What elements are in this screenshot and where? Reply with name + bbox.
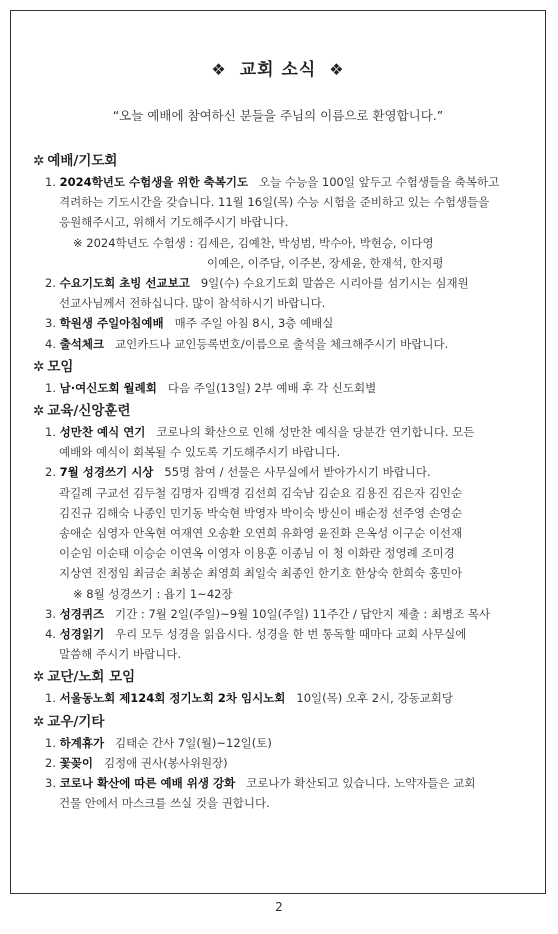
list-item — [33, 604, 543, 624]
list-item — [33, 462, 543, 603]
section-heading — [33, 357, 543, 378]
item-label: 7월 성경쓰기 시상 — [59, 465, 154, 480]
item-text: 교인카드나 교인등록번호/이름으로 출석을 체크해주시기 바랍니다. — [115, 336, 449, 351]
item-number: 3. — [45, 776, 56, 791]
item-label: 출석체크 — [59, 336, 105, 351]
diamond-ornament-icon: ❖ — [329, 60, 345, 79]
item-label: 2024학년도 수험생을 위한 축복기도 — [59, 175, 249, 189]
item-text-continuation: 말씀해 주시기 바랍니다. — [59, 647, 182, 662]
item-number: 1. — [45, 380, 56, 395]
list-item — [33, 313, 543, 333]
section-heading-text: 모임 — [47, 358, 74, 375]
item-label: 꽃꽂이 — [59, 755, 93, 770]
item-text-continuation: 곽길례 구교선 김두철 김명자 김백경 김선희 김숙남 김순요 김용진 김은자 김인순 — [59, 485, 463, 500]
list-item — [33, 172, 543, 273]
star-bullet-icon: ✲ — [33, 713, 45, 730]
item-number: 1. — [45, 691, 56, 706]
item-number: 3. — [45, 606, 56, 621]
section-heading-text: 예배/기도회 — [47, 153, 118, 169]
item-text-continuation: 예배와 예식이 회복될 수 있도록 기도해주시기 바랍니다. — [59, 445, 341, 460]
item-label: 학원생 주일아침예배 — [59, 316, 164, 331]
section-heading-text: 교단/노회 모임 — [47, 669, 136, 686]
item-text-continuation: 이순임 이순태 이승순 이연옥 이영자 이용훈 이종님 이 청 이화란 정영례 조미경 — [59, 546, 455, 561]
item-text: 기간 : 7월 2일(주일)~9월 10일(주일) 11주간 / 답안지 제출 : 최병조 목사 — [115, 606, 491, 621]
list-item — [33, 624, 543, 664]
item-text-continuation: 지상연 진정임 최금순 최봉순 최영희 최일숙 최종인 한기호 한상숙 한희숙 홍민아 — [59, 566, 463, 581]
section-heading — [33, 401, 543, 422]
item-label: 남·여신도회 월례회 — [59, 380, 157, 395]
star-bullet-icon: ✲ — [33, 403, 45, 420]
item-text-continuation: 송애순 심영자 안옥현 여재연 오송환 오연희 유화영 윤진화 은옥성 이구순 이선재 — [59, 526, 463, 541]
item-text: 다음 주일(13일) 2부 예배 후 각 신도회별 — [167, 380, 377, 395]
item-text: 매주 주일 아침 8시, 3층 예배실 — [174, 316, 334, 331]
item-label: 코로나 확산에 따른 예배 위생 강화 — [59, 776, 236, 791]
item-text: 코로나가 확산되고 있습니다. 노약자들은 교회 — [246, 776, 476, 791]
item-text: 우리 모두 성경을 읽읍시다. 성경을 한 번 통독할 때마다 교회 사무실에 — [115, 627, 467, 642]
section-heading — [33, 712, 543, 733]
item-note: ※ 8월 성경쓰기 : 욥기 1~42장 — [73, 586, 233, 601]
item-text: 9일(수) 수요기도회 말씀은 시리아를 섬기시는 심재원 — [200, 276, 469, 291]
item-note-continuation: 이예은, 이주담, 이주본, 장세윤, 한재석, 한지평 — [207, 255, 444, 270]
item-text-continuation: 선교사님께서 전하십니다. 많이 참석하시기 바랍니다. — [59, 296, 326, 311]
item-number: 3. — [45, 316, 56, 331]
section-heading — [33, 151, 543, 172]
item-label: 성만찬 예식 연기 — [59, 425, 146, 440]
list-item — [33, 422, 543, 462]
item-text: 10일(목) 오후 2시, 강동교회당 — [296, 691, 454, 706]
list-item — [33, 334, 543, 354]
item-text: 코로나의 확산으로 인해 성만찬 예식을 당분간 연기합니다. 모든 — [156, 425, 475, 440]
list-item — [33, 773, 543, 813]
list-item — [33, 753, 543, 773]
item-label: 수요기도회 초빙 선교보고 — [59, 276, 190, 291]
section-heading-text: 교육/신앙훈련 — [47, 403, 131, 420]
item-number: 1. — [45, 735, 56, 750]
diamond-ornament-icon: ❖ — [211, 60, 227, 79]
star-bullet-icon: ✲ — [33, 358, 45, 375]
list-item — [33, 688, 543, 708]
item-text: 오늘 수능을 100일 앞두고 수험생들을 축복하고 — [259, 175, 500, 189]
item-number: 1. — [45, 175, 56, 189]
star-bullet-icon: ✲ — [33, 669, 45, 686]
page-number: 2 — [275, 900, 283, 914]
item-text: 55명 참여 / 선물은 사무실에서 받아가시기 바랍니다. — [164, 465, 431, 480]
section-heading — [33, 667, 543, 688]
item-note: ※ 2024학년도 수험생 : 김세은, 김예찬, 박성범, 박수아, 박현승, 이다영 — [73, 235, 434, 250]
star-bullet-icon: ✲ — [33, 153, 45, 169]
list-item — [33, 733, 543, 753]
item-number: 2. — [45, 465, 56, 480]
item-number: 4. — [45, 336, 56, 351]
item-label: 하계휴가 — [59, 735, 105, 750]
item-number: 2. — [45, 755, 56, 770]
item-number: 2. — [45, 276, 56, 291]
item-text-continuation: 격려하는 기도시간을 갖습니다. 11월 16일(목) 수능 시험을 준비하고 있는 수험생들을 — [59, 195, 490, 210]
list-item — [33, 273, 543, 313]
item-number: 1. — [45, 425, 56, 440]
item-label: 성경퀴즈 — [59, 606, 105, 621]
item-label: 성경읽기 — [59, 627, 105, 642]
welcome-quote: “오늘 예배에 참여하신 분들을 주님의 이름으로 환영합니다.” — [112, 108, 444, 123]
item-label: 서울동노회 제124회 정기노회 2차 임시노회 — [59, 691, 286, 706]
title-text: 교회 소식 — [239, 60, 317, 80]
item-text: 김태순 간사 7일(월)~12일(토) — [115, 735, 272, 750]
page-title — [11, 55, 545, 80]
news-content — [33, 151, 543, 816]
section-heading-text: 교우/기타 — [47, 713, 105, 730]
item-text-continuation: 응원해주시고, 위해서 기도해주시기 바랍니다. — [59, 215, 289, 230]
bulletin-frame — [10, 10, 546, 894]
item-number: 4. — [45, 627, 56, 642]
item-text: 김정애 권사(봉사위원장) — [103, 755, 228, 770]
list-item — [33, 378, 543, 398]
item-text-continuation: 건물 안에서 마스크를 쓰실 것을 권합니다. — [59, 796, 270, 811]
item-text-continuation: 김진규 김해숙 나종인 민기동 박숙현 박영자 박이숙 방신이 배순정 선주영 손영순 — [59, 505, 463, 520]
